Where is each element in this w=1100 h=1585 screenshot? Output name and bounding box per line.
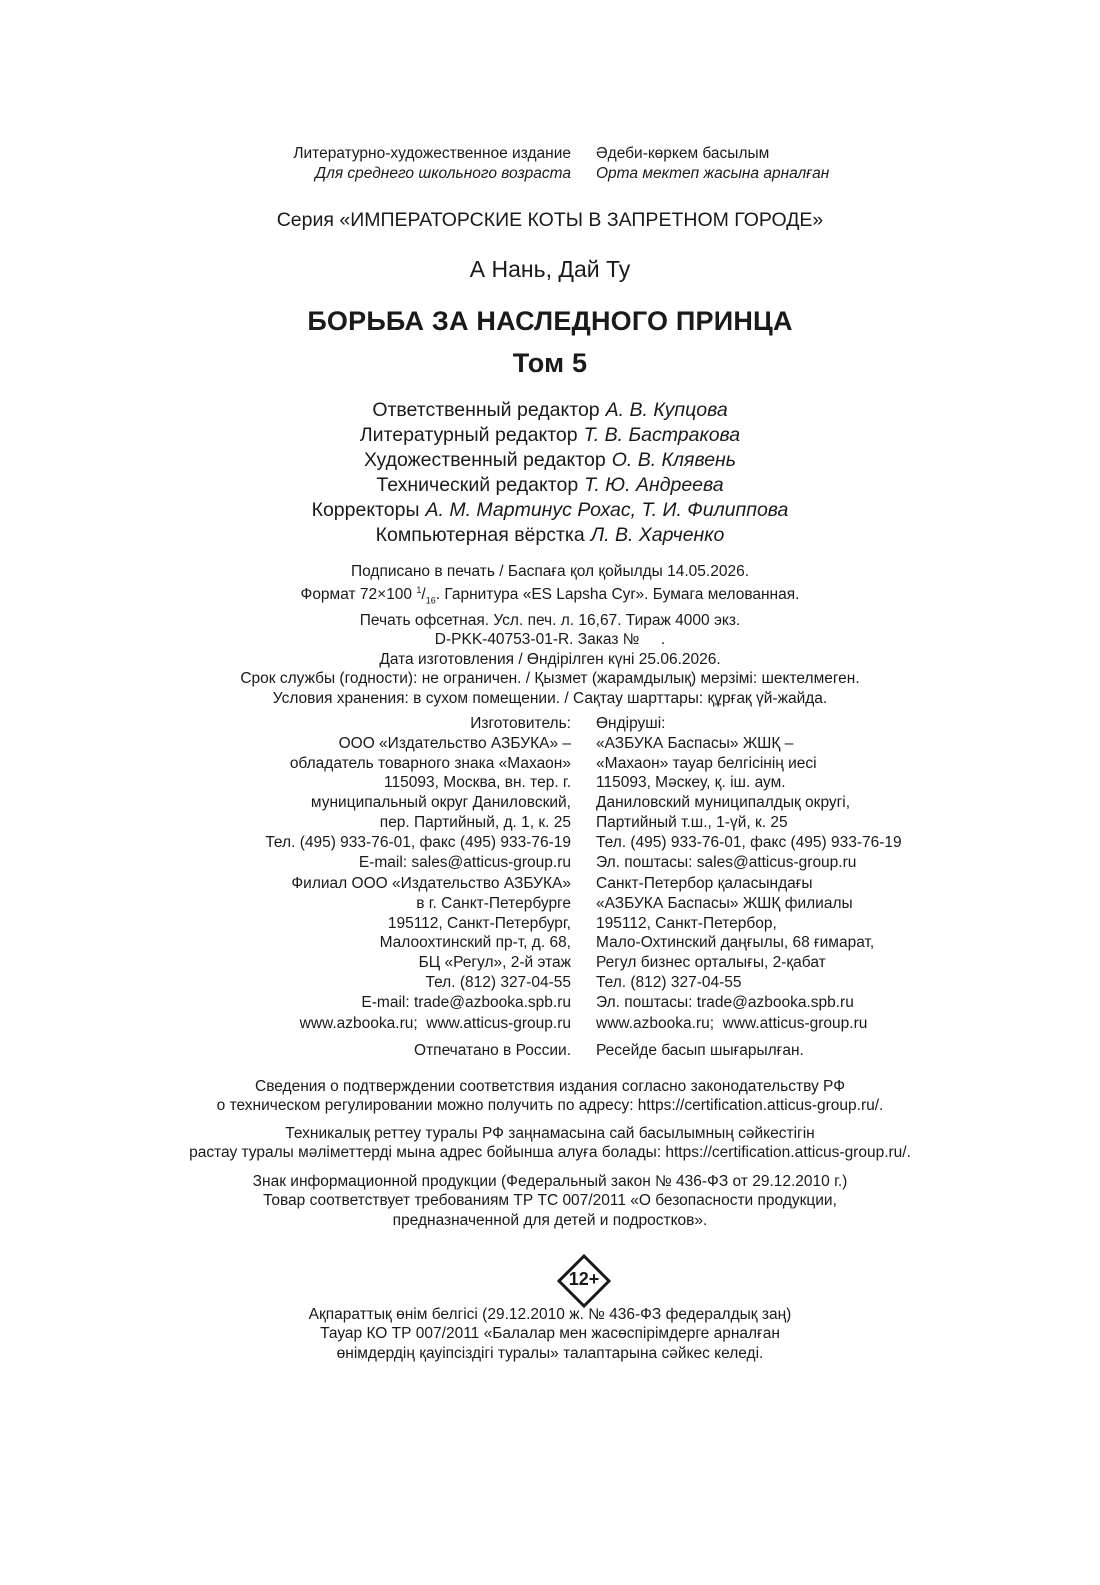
manufacturer-line: обладатель товарного знака «Махаон» <box>289 754 571 772</box>
manufacturer-line: муниципальный округ Даниловский, <box>310 794 571 812</box>
credit-role: Литературный редактор <box>359 424 578 446</box>
note-line: растау туралы мәліметтерді мына адрес бойынша алуға болады: https://certification.atticus-group.ru/. <box>189 1144 911 1162</box>
edition-type-kz: Әдеби-көркем басылым <box>596 145 770 162</box>
manufacturer-line: Изготовитель: <box>470 715 571 732</box>
edition-header-kz <box>596 144 829 184</box>
manufacturer-email: E-mail: sales@atticus-group.ru <box>358 853 571 871</box>
branch-line: «АЗБУКА Баспасы» ЖШҚ филиалы <box>596 894 853 912</box>
imprint-print: Печать офсетная. Усл. печ. л. 16,67. Тираж 4000 экз. <box>359 612 741 630</box>
websites-line: www.azbooka.ru; www.atticus-group.ru <box>596 1015 868 1032</box>
branch-line: Тел. (812) 327-04-55 <box>596 973 742 991</box>
printed-block <box>0 1041 1100 1061</box>
note-line: өнімдердің қауіпсіздігі туралы» талаптарына сәйкес келеді. <box>336 1344 764 1362</box>
edition-header <box>0 144 1100 184</box>
credit-name: О. В. Клявень <box>611 449 737 471</box>
manufacturer-line: Даниловский муниципалдық округі, <box>596 794 851 812</box>
credits-list <box>0 398 1100 548</box>
imprint-date: Дата изготовления / Өндірілген күні 25.06.2026. <box>379 650 721 668</box>
note-line: Техникалық реттеу туралы РФ заңнамасына сай басылымның сәйкестігін <box>285 1125 815 1142</box>
age-group-ru: Для среднего школьного возраста <box>315 164 571 182</box>
note-line: Ақпараттық өнім белгісі (29.12.2010 ж. № 436-ФЗ федералдық заң) <box>308 1306 792 1323</box>
credit-name: А. М. Мартинус Рохас, Т. И. Филиппова <box>425 499 789 521</box>
book-title: БОРЬБА ЗА НАСЛЕДНОГО ПРИНЦА <box>307 306 793 336</box>
branch-kz <box>596 874 874 1013</box>
imprint-order: D-PKK-40753-01-R. Заказ № . <box>434 631 666 649</box>
printed-line: Отпечатано в России. <box>414 1042 571 1059</box>
credit-role: Корректоры <box>311 499 420 521</box>
credit-line <box>0 523 1100 548</box>
printed-line: Ресейде басып шығарылған. <box>596 1042 804 1059</box>
credit-line <box>0 448 1100 473</box>
branch-line: Малоохтинский пр-т, д. 68, <box>379 934 571 952</box>
manufacturer-ru <box>0 714 571 872</box>
branch-line: Мало-Охтинский даңғылы, 68 ғимарат, <box>596 934 875 952</box>
certification-kz <box>0 1124 1100 1163</box>
note-line: Тауар КО ТР 007/2011 «Балалар мен жасөспірімдерге арналған <box>320 1325 780 1343</box>
credit-line <box>0 498 1100 523</box>
note-line: Знак информационной продукции (Федеральный закон № 436-ФЗ от 29.12.2010 г.) <box>252 1173 848 1190</box>
branch-line: 195112, Санкт-Петербург, <box>387 914 571 932</box>
credit-role: Компьютерная вёрстка <box>375 524 585 546</box>
branch-ru <box>0 874 571 1013</box>
manufacturer-line: «Махаон» тауар белгісінің иесі <box>596 754 817 772</box>
branch-block <box>0 874 1100 1013</box>
credit-line <box>0 423 1100 448</box>
branch-email: Эл. поштасы: trade@azbooka.spb.ru <box>596 993 854 1011</box>
credit-line <box>0 398 1100 423</box>
info-product-kz <box>0 1305 1100 1363</box>
info-product-ru <box>0 1172 1100 1230</box>
book-volume: Том 5 <box>512 348 588 378</box>
branch-line: Санкт-Петербор қаласындағы <box>596 875 813 892</box>
age-rating-label: 12+ <box>568 1269 600 1289</box>
age-group-kz: Орта мектеп жасына арналған <box>596 164 830 182</box>
imprint-block <box>0 562 1100 708</box>
manufacturer-line: Партийный т.ш., 1-үй, к. 25 <box>596 813 788 831</box>
note-line: предназначенной для детей и подростков». <box>392 1211 708 1229</box>
manufacturer-line: Тел. (495) 933-76-01, факс (495) 933-76-19 <box>596 833 902 851</box>
imprint-service-life: Срок службы (годности): не ограничен. / Қызмет (жарамдылық) мерзімі: шектелмеген. <box>240 670 860 688</box>
printed-kz <box>596 1041 804 1061</box>
manufacturer-kz <box>596 714 902 872</box>
imprint-storage: Условия хранения: в сухом помещении. / Сақтау шарттары: құрғақ үй-жайда. <box>272 689 828 707</box>
manufacturer-email: Эл. поштасы: sales@atticus-group.ru <box>596 853 857 871</box>
credit-role: Художественный редактор <box>363 449 606 471</box>
credit-name: Т. В. Бастракова <box>583 424 741 446</box>
note-line: Товар соответствует требованиям ТР ТС 007/2011 «О безопасности продукции, <box>263 1192 837 1210</box>
edition-header-ru <box>0 144 571 184</box>
manufacturer-line: Өндіруші: <box>596 715 666 732</box>
note-line: о техническом регулировании можно получить по адресу: https://certification.atticus-group.ru/. <box>216 1097 884 1115</box>
credit-role: Технический редактор <box>376 474 579 496</box>
branch-line: в г. Санкт-Петербурге <box>416 894 571 912</box>
branch-line: Филиал ООО «Издательство АЗБУКА» <box>291 875 571 892</box>
imprint-format: Формат 72×100 $^1/_{16}$. Гарнитура «ES Lapsha Cyr». Бумага мелованная. <box>300 585 800 606</box>
book-author: А Нань, Дай Ту <box>469 256 631 282</box>
manufacturer-line: Тел. (495) 933-76-01, факс (495) 933-76-19 <box>265 833 571 851</box>
branch-line: БЦ «Регул», 2-й этаж <box>418 954 571 972</box>
manufacturer-block <box>0 714 1100 872</box>
branch-line: Регул бизнес орталығы, 2-қабат <box>596 954 826 972</box>
branch-email: E-mail: trade@azbooka.spb.ru <box>361 993 571 1011</box>
series-title: Серия «ИМПЕРАТОРСКИЕ КОТЫ В ЗАПРЕТНОМ ГОРОДЕ» <box>276 209 824 231</box>
manufacturer-line: «АЗБУКА Баспасы» ЖШҚ – <box>596 734 794 752</box>
manufacturer-line: 115093, Москва, вн. тер. г. <box>384 774 571 792</box>
websites-line: www.azbooka.ru; www.atticus-group.ru <box>299 1015 571 1032</box>
websites-block <box>0 1014 1100 1034</box>
printed-ru <box>0 1041 571 1061</box>
credit-name: Т. Ю. Андреева <box>584 474 724 496</box>
credit-line <box>0 473 1100 498</box>
branch-line: Тел. (812) 327-04-55 <box>425 973 571 991</box>
certification-ru <box>0 1077 1100 1116</box>
credit-role: Ответственный редактор <box>372 399 600 421</box>
note-line: Сведения о подтверждении соответствия издания согласно законодательству РФ <box>255 1078 845 1095</box>
imprint-signed: Подписано в печать / Баспаға қол қойылды 14.05.2026. <box>350 563 750 580</box>
manufacturer-line: 115093, Мәскеу, қ. іш. аум. <box>596 774 786 792</box>
websites-ru <box>0 1014 571 1034</box>
credit-name: А. В. Купцова <box>605 399 728 421</box>
manufacturer-line: ООО «Издательство АЗБУКА» – <box>338 734 571 752</box>
manufacturer-line: пер. Партийный, д. 1, к. 25 <box>379 813 571 831</box>
credit-name: Л. В. Харченко <box>590 524 725 546</box>
websites-kz <box>596 1014 867 1034</box>
branch-line: 195112, Санкт-Петербор, <box>596 914 777 932</box>
age-rating-badge <box>557 1254 611 1308</box>
edition-type-ru: Литературно-художественное издание <box>293 145 571 162</box>
